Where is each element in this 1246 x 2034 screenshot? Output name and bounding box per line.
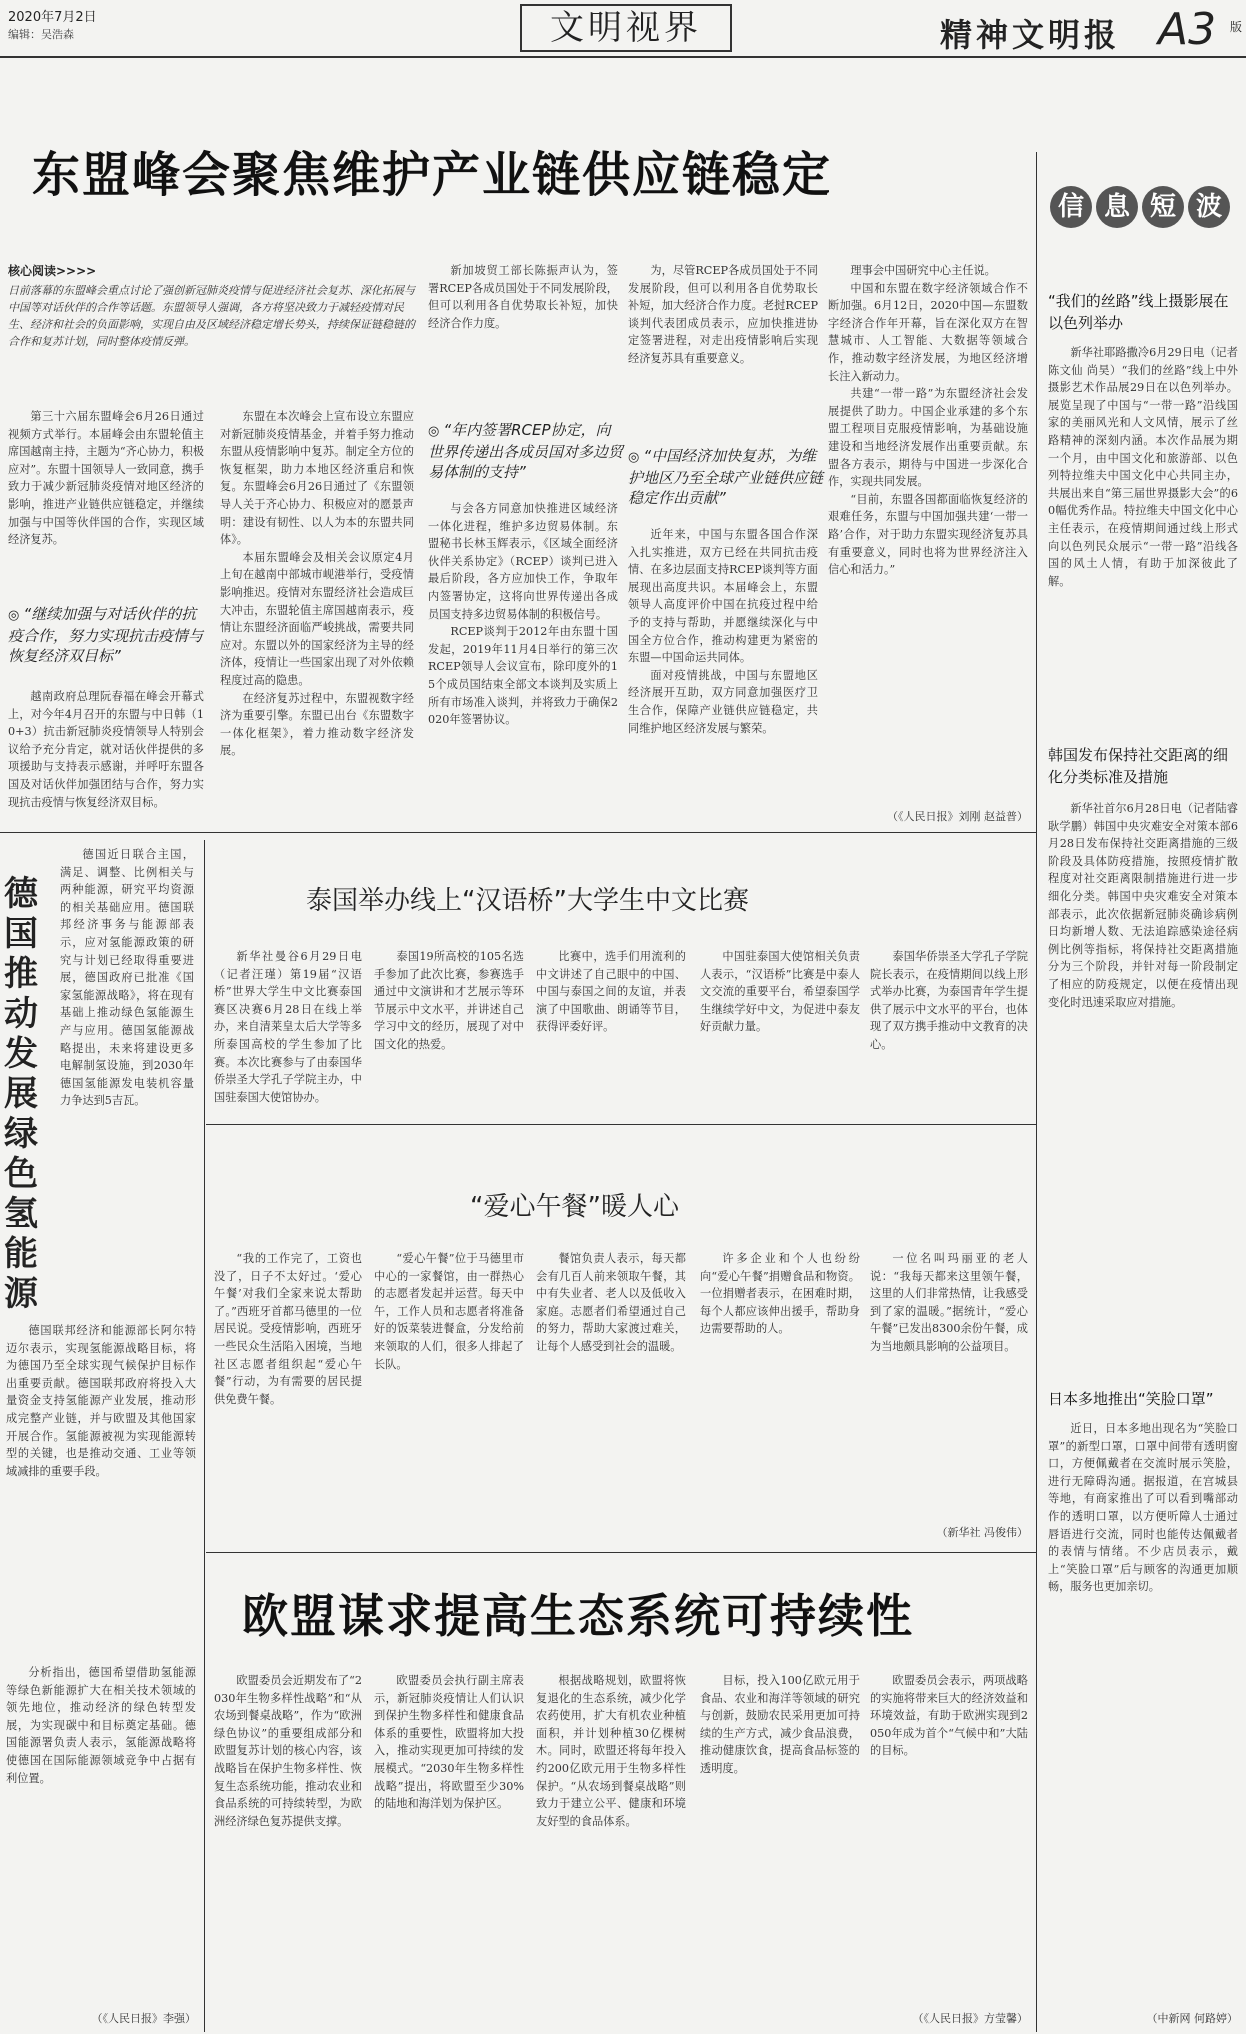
quote-marker-icon: ◎ [428,424,440,439]
badge-char: 波 [1188,186,1230,228]
page-suffix: 版 [1230,20,1243,34]
asean-quote-2: ◎ “年内签署RCEP协定，向世界传递出各成员国对多边贸易体制的支持” [428,421,624,481]
editor-line: 编辑：吴浩森 [8,28,74,41]
lunch-col-1: “我的工作完了，工资也没了，日子不太好过。‘爱心午餐’对我们全家来说太帮助了。”西班牙首都马德里的一位居民说。受疫情影响，西班牙一些民众生活陷入困境，当地社区志愿者组织起“爱心午餐”行动，为有需要的居民提供免费午餐。 [214,1252,362,1406]
quote-marker-icon: ◎ [628,450,640,465]
asean-col-4: 近年来，中国与东盟各国合作深入扎实推进，双方已经在共同抗击疫情、在多边层面支持RCEP谈判等方面展现出高度共识。本届峰会上，东盟领导人高度评价中国在抗疫过程中给予的支持与帮助，并愿继续深化与中国全方位合作，推动构建更为紧密的东盟—中国命运共同体。 面对疫情挑战，中国与东盟地区经济展开互助，双方同意加强医疗卫生合作，保障产业链供应链稳定，共同维护地区经济发展与繁荣。 [628,528,818,735]
germany-col-3: 分析指出，德国希望借助氢能源等绿色新能源扩大在相关技术领域的领先地位，推动经济的绿色转型发展，为实现碳中和目标奠定基础。德国能源署负责人表示，氢能源战略将使德国在国际能源领域竞争中占据有利位置。 [6,1666,196,1785]
quote-marker-icon: ◎ [8,608,20,623]
germany-credit: （《人民日报》李强） [91,2012,196,2025]
badge-char: 信 [1050,186,1092,228]
thailand-col-1: 新华社曼谷6月29日电（记者汪瑾）第19届“汉语桥”世界大学生中文比赛泰国赛区决赛6月28日在线上举办，来自清莱皇太后大学等多所泰国高校的学生参加了比赛。本次比赛参与了由泰国华侨崇圣大学孔子学院主办，中国驻泰国大使馆协办。 [214,950,362,1104]
asean-col-2: 东盟在本次峰会上宣布设立东盟应对新冠肺炎疫情基金，并着手努力推动东盟从疫情影响中复苏。制定全方位的恢复框架，助力本地区经济重启和恢复。东盟峰会6月26日通过了《东盟领导人关于齐心协力、积极应对的愿景声明：建设有韧性、以人为本的东盟共同体》。 本届东盟峰会及相关会议原定4月上旬在越南中部城市岘港举行，受疫情影响推迟。疫情对东盟经济社会造成巨大冲击，东盟轮值主席国越南表示，疫情让东盟经济面临严峻挑战，需要共同应对。东盟以外的国家经济为主导的经济体，疫情让一些国家出现了对外依赖程度过高的隐患。 在经济复苏过程中，东盟视数字经济为重要引擎。东盟已出台《东盟数字一体化框架》，着力推动数字经济发展。 [220,410,414,758]
lunch-col-4: 许多企业和个人也纷纷向“爱心午餐”捐赠食品和物资。一位捐赠者表示，在困难时期，每个人都应该伸出援手，帮助身边需要帮助的人。 [700,1252,860,1336]
badge-char: 息 [1096,186,1138,228]
lead-label: 核心阅读>>>> [8,264,97,278]
divider [206,1552,1036,1553]
badge-char: 短 [1142,186,1184,228]
masthead-rule [0,56,1246,58]
thailand-headline: 泰国举办线上“汉语桥”大学生中文比赛 [306,886,749,916]
brief-1-title: “我们的丝路”线上摄影展在以色列举办 [1048,292,1229,332]
asean-lead: 日前落幕的东盟峰会重点讨论了强创新冠肺炎疫情与促进经济社会复苏、深化拓展与中国等对话伙伴的合作等话题。东盟领导人强调，各方将坚决致力于减轻疫情对民生、经济和社会的负面影响，实现自由及区域经济稳定增长势头，持续保证链稳链的合作和复苏计划，同时整体疫情反弹。 [8,284,415,348]
eu-credit: （《人民日报》方莹馨） [912,2012,1028,2025]
asean-credit: （《人民日报》刘刚 赵益普） [887,810,1028,823]
brief-2-title: 韩国发布保持社交距离的细化分类标准及措施 [1048,746,1229,786]
briefs-badge [1050,186,1234,228]
divider [0,832,1036,833]
brief-3-credit: （中新网 何路婷） [1146,2012,1238,2025]
eu-col-4: 目标，投入100亿欧元用于食品、农业和海洋等领域的研究与创新，鼓励农民采用更加可持续的生产方式，减少食品浪费，推动健康饮食，提高食品标签的透明度。 [700,1674,860,1775]
eu-col-3: 根据战略规划，欧盟将恢复退化的生态系统，减少化学农药使用，扩大有机农业种植面积，并计划种植30亿棵树木。同时，欧盟还将每年投入约200亿欧元用于生物多样性保护。“从农场到餐桌战略”则致力于建立公平、健康和环境友好型的食品体系。 [536,1674,686,1828]
column-divider [1036,152,1037,2032]
thailand-col-3: 比赛中，选手们用流利的中文讲述了自己眼中的中国、中国与泰国之间的友谊，并表演了中国歌曲、朗诵等节目，获得评委好评。 [536,950,686,1034]
lunch-headline: “爱心午餐”暖人心 [470,1192,679,1222]
brief-2-body: 新华社首尔6月28日电（记者陆睿 耿学鹏）韩国中央灾难安全对策本部6月28日发布保持社交距离措施的三级阶段及具体防疫措施，按照疫情扩散程度对社交距离限制措施进行进一步细化分类。韩国中央灾难安全对策本部表示，此次依据新冠肺炎确诊病例日均新增人数、无法追踪感染途径病例比例等指标，将保持社交距离措施分为三个阶段，并针对每一阶段制定了相应的防疫规定，以便在疫情出现变化时迅速采取应对措施。 [1048,802,1238,1009]
germany-vertical-title: 德国推动发展绿色氢能源 [4,874,38,1314]
column-divider [204,840,205,2032]
asean-headline: 东盟峰会聚焦维护产业链供应链稳定 [32,147,833,203]
germany-col-1: 德国近日联合主国，满足、调整、比例相关与两种能源，研究平均资源的相关基础应用。德国联邦经济事务与能源部表示，应对氢能源政策的研究与计划已经取得重要进展，德国政府已批准《国家氢能源战略》，将在现有基础上推动绿色氢能源生产与应用。德国氢能源战略提出，未来将建设更多电解制氢设施，到2030年德国氢能源发电装机容量力争达到5吉瓦。 [60,848,194,1108]
thailand-col-5: 泰国华侨崇圣大学孔子学院院长表示，在疫情期间以线上形式举办比赛，为泰国青年学生提供了展示中文水平的平台，也体现了双方携手推动中文教育的决心。 [870,950,1028,1051]
section-title: 文明视界 [520,4,732,52]
asean-col-1b: 越南政府总理阮春福在峰会开幕式上，对今年4月召开的东盟与中日韩（10+3）抗击新冠肺炎疫情领导人特别会议给予充分肯定，就对话伙伴提供的多项援助与支持表示感谢，并呼吁东盟各国及对话伙伴加强团结与合作，努力实现抗击疫情与恢复经济双目标。 [8,690,204,809]
thailand-col-4: 中国驻泰国大使馆相关负责人表示，“汉语桥”比赛是中泰人文交流的重要平台，希望泰国学生继续学好中文，为促进中泰友好贡献力量。 [700,950,860,1034]
asean-col-4a: 为，尽管RCEP各成员国处于不同发展阶段，但可以利用各自优势取长补短，加大经济合作力度。老挝RCEP谈判代表团成员表示，应加快推进协定签署进程，对走出疫情影响后实现经济复苏具有重要意义。 [628,264,818,365]
thailand-col-2: 泰国19所高校的105名选手参加了此次比赛，参赛选手通过中文演讲和才艺展示等环节展示中文水平，并讲述自己学习中文的经历，展现了对中国文化的热爱。 [374,950,524,1051]
lunch-credit: （新华社 冯俊伟） [936,1526,1028,1539]
newspaper-name: 精神文明报 [940,16,1121,54]
eu-col-2: 欧盟委员会执行副主席表示，新冠肺炎疫情让人们认识到保护生物多样性和健康食品体系的重要性，欧盟将加大投入，推动实现更加可持续的发展模式。“2030年生物多样性战略”提出，将欧盟至少30%的陆地和海洋划为保护区。 [374,1674,524,1811]
issue-date: 2020年7月2日 [8,10,97,25]
eu-col-5: 欧盟委员会表示，两项战略的实施将带来巨大的经济效益和环境效益，有助于欧洲实现到2050年成为首个“气候中和”大陆的目标。 [870,1674,1028,1758]
asean-col-3: 与会各方同意加快推进区域经济一体化进程，维护多边贸易体制。东盟秘书长林玉辉表示，《区域全面经济伙伴关系协定》（RCEP）谈判已进入最后阶段，各方应加快工作，争取年内签署协定，这将向世界传递出各成员国支持多边贸易体制的积极信号。 RCEP谈判于2012年由东盟十国发起，2019年11月4日举行的第三次RCEP领导人会议宣布，除印度外的15个成员国结束全部文本谈判及实质上所有市场准入谈判，并将致力于确保2020年签署协议。 [428,502,618,727]
asean-quote-3: ◎ “中国经济加快复苏，为维护地区乃至全球产业链供应链稳定作出贡献” [628,447,824,507]
brief-3-title: 日本多地推出“笑脸口罩” [1048,1390,1214,1408]
lunch-col-2: “爱心午餐”位于马德里市中心的一家餐馆，由一群热心的志愿者发起并运营。每天中午，工作人员和志愿者将准备好的饭菜装进餐盒，分发给前来领取的人们，很多人排起了长队。 [374,1252,524,1371]
lunch-col-3: 餐馆负责人表示，每天都会有几百人前来领取午餐，其中有失业者、老人以及低收入家庭。志愿者们希望通过自己的努力，帮助大家渡过难关，让每个人感受到社会的温暖。 [536,1252,686,1353]
eu-col-1: 欧盟委员会近期发布了“2030年生物多样性战略”和“从农场到餐桌战略”，作为“欧洲绿色协议”的重要组成部分和欧盟复苏计划的核心内容，该战略旨在保护生物多样性、恢复生态系统功能，推动农业和食品系统的可持续转型，为欧洲经济绿色复苏提供支撑。 [214,1674,362,1828]
lunch-col-5: 一位名叫玛丽亚的老人说：“我每天都来这里领午餐，这里的人们非常热情，让我感受到了家的温暖。”据统计，“爱心午餐”已发出8300余份午餐，成为当地颇具影响的公益项目。 [870,1252,1028,1353]
asean-col-1: 第三十六届东盟峰会6月26日通过视频方式举行。本届峰会由东盟轮值主席国越南主持，主题为“齐心协力，积极应对”。东盟十国领导人一致同意，携手致力于减少新冠肺炎疫情对地区经济的影响，推进产业链供应链稳定，并继续加强与中国等伙伴国的合作，实现区域经济复苏。 [8,410,204,547]
eu-headline: 欧盟谋求提高生态系统可持续性 [242,1589,914,1643]
divider [206,1124,1036,1125]
brief-1-body: 新华社耶路撒冷6月29日电（记者陈文仙 尚昊）“我们的丝路”线上中外摄影艺术作品展29日在以色列举办。展览呈现了中国与“一带一路”沿线国家的美丽风光和人文风情，展示了丝路精神的深刻内涵。本次作品展为期一个月，由中国文化和旅游部、以色列特拉维夫中国文化中心共同主办，共展出来自“第三届世界摄影大会”的60幅优秀作品。特拉维夫中国文化中心主任表示，在疫情期间通过线上形式向以色列民众展示“一带一路”沿线各国的风土人情，有助于加深彼此了解。 [1048,346,1238,588]
page-number: A3 [1158,4,1217,55]
germany-col-2: 德国联邦经济和能源部长阿尔特迈尔表示，实现氢能源战略目标，将为德国乃至全球实现气候保护目标作出重要贡献。德国联邦政府将投入大量资金支持氢能源产业发展，推动形成完整产业链，并与欧盟及其他国家开展合作。氢能源被视为实现能源转型的关键，也是推动交通、工业等领域减排的重要手段。 [6,1324,196,1478]
brief-3-body: 近日，日本多地出现名为“笑脸口罩”的新型口罩，口罩中间带有透明窗口，方便佩戴者在交流时展示笑脸，进行无障碍沟通。据报道，在宫城县等地，有商家推出了可以看到嘴部动作的透明口罩，以方便听障人士通过唇语进行交流，同时也能传达佩戴者的表情与情绪。不少店员表示，戴上“笑脸口罩”后与顾客的沟通更加顺畅，服务也更加亲切。 [1048,1422,1238,1594]
asean-col-5: 理事会中国研究中心主任说。 中国和东盟在数字经济领域合作不断加强。6月12日，2020中国—东盟数字经济合作年开幕，旨在深化双方在智慧城市、人工智能、大数据等领域合作，推动数字经济发展，为地区经济增长注入新动力。 共建“一带一路”为东盟经济社会发展提供了助力。中国企业承建的多个东盟工程项目克服疫情影响，为基础设施建设和当地经济发展作出重要贡献。东盟各方表示，期待与中国进一步深化合作，实现共同发展。 “目前，东盟各国都面临恢复经济的艰难任务，东盟与中国加强共建‘一带一路’合作，对于助力东盟实现经济复苏具有重要意义，同时也将为世界经济注入信心和活力。” [828,264,1028,577]
asean-col-3a: 新加坡贸工部长陈振声认为，签署RCEP各成员国处于不同发展阶段，但可以利用各自优势取长补短，加快经济合作力度。 [428,264,618,330]
asean-quote-1: ◎ “继续加强与对话伙伴的抗疫合作，努力实现抗击疫情与恢复经济双目标” [8,605,204,665]
